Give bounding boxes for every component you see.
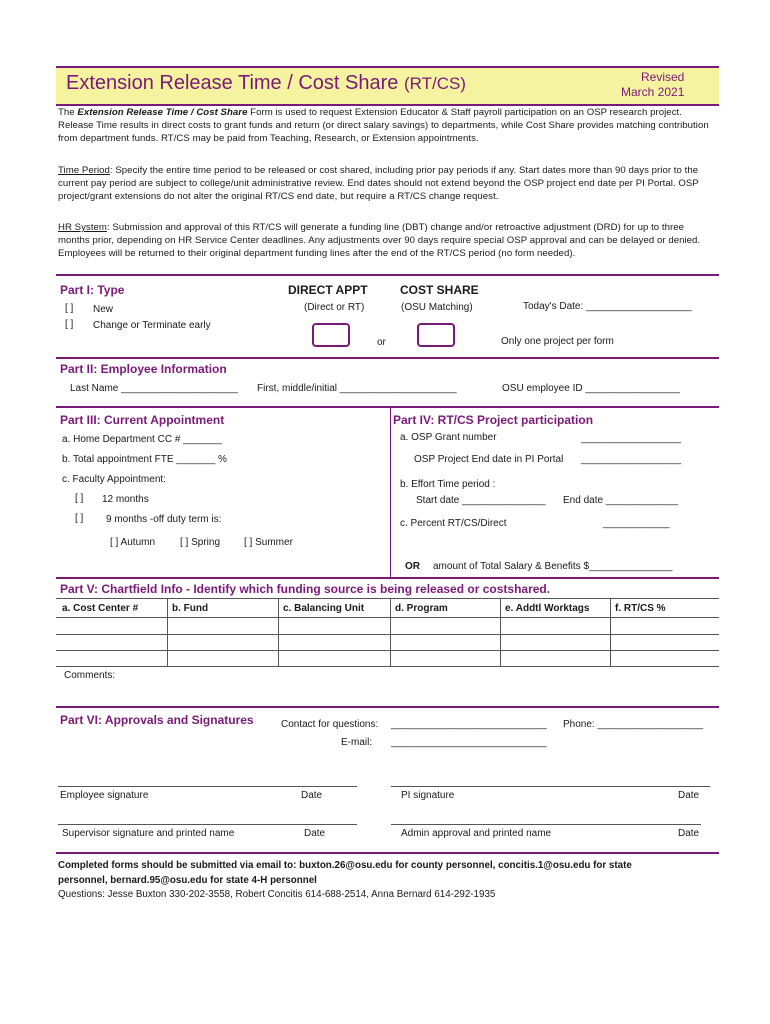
hr-system-text: : Submission and approval of this RT/CS will generate a funding line (DBT) change and/or retroactive adjustment (DRD) for up to three months prior, depending on HR Service Center deadlines. Any adjustments over 90 days require special OSP approval and can be delayed or denied. Employees will be returned to their original department funding lines after the end of the RT/CS period (no form needed). bbox=[58, 222, 701, 260]
table-col-line bbox=[500, 599, 501, 666]
part1-title: Part I: Type bbox=[60, 283, 125, 297]
faculty-appt-label: c. Faculty Appointment: bbox=[62, 474, 166, 485]
part1-rule bbox=[56, 274, 719, 276]
change-checkbox[interactable]: [ ] bbox=[65, 319, 74, 330]
footer-submit-line1: Completed forms should be submitted via email to: buxton.26@osu.edu for county personnel, concitis.1@osu.edu for state bbox=[58, 860, 632, 871]
osp-end-date-label: OSP Project End date in PI Portal bbox=[414, 454, 564, 465]
col-program: d. Program bbox=[395, 603, 448, 614]
footer-submit-line2: personnel, bernard.95@osu.edu for state 4-H personnel bbox=[58, 875, 317, 886]
table-row-line[interactable] bbox=[56, 617, 719, 618]
intro-paragraph bbox=[58, 106, 718, 146]
cost-share-box[interactable] bbox=[417, 323, 455, 347]
start-date-field[interactable]: Start date _______________ bbox=[416, 495, 546, 506]
supervisor-signature-label: Supervisor signature and printed name bbox=[62, 828, 235, 839]
months9-checkbox[interactable]: [ ] bbox=[75, 513, 84, 524]
percent-line[interactable]: ____________ bbox=[603, 518, 670, 529]
footer-questions: Questions: Jesse Buxton 330-202-3558, Robert Concitis 614-688-2514, Anna Bernard 614-292-1935 bbox=[58, 889, 496, 900]
employee-signature-label: Employee signature bbox=[60, 790, 149, 801]
form-title bbox=[66, 72, 466, 95]
first-name-field[interactable]: First, middle/initial _____________________ bbox=[257, 383, 457, 394]
or-label: or bbox=[377, 337, 386, 348]
cost-share-heading: COST SHARE bbox=[400, 283, 479, 297]
end-date-field[interactable]: End date _____________ bbox=[563, 495, 679, 506]
last-name-field[interactable]: Last Name _____________________ bbox=[70, 383, 238, 394]
summer-checkbox[interactable]: [ ] Summer bbox=[244, 537, 293, 548]
time-period-paragraph bbox=[58, 164, 718, 204]
todays-date[interactable]: Today's Date: ___________________ bbox=[523, 301, 692, 312]
email-label: E-mail: bbox=[341, 737, 373, 748]
part3-rule bbox=[56, 406, 719, 408]
col-fund: b. Fund bbox=[172, 603, 209, 614]
revised-date: March 2021 bbox=[621, 85, 685, 99]
part6-rule bbox=[56, 706, 719, 708]
table-col-line bbox=[390, 599, 391, 666]
supervisor-signature-line[interactable] bbox=[58, 824, 357, 825]
admin-signature-line[interactable] bbox=[391, 824, 701, 825]
change-label: Change or Terminate early bbox=[93, 320, 211, 331]
intro-lead: The bbox=[58, 107, 78, 118]
part3-4-divider bbox=[390, 408, 391, 578]
pi-signature-label: PI signature bbox=[401, 790, 455, 801]
contact-field[interactable]: ____________________________ bbox=[391, 719, 547, 730]
one-project-note: Only one project per form bbox=[501, 336, 614, 347]
months9-label: 9 months -off duty term is: bbox=[106, 514, 222, 525]
effort-period-label: b. Effort Time period : bbox=[400, 479, 496, 490]
time-period-text: : Specify the entire time period to be released or cost shared, including prior pay periods if any. Start dates more than 90 days prior to the current pay period are subject to college/unit administrative review. End dates should not extend beyond the OSP project end date per PI Portal. OSP project/grant extensions do not alter the original RT/CS end date, but require a RT/CS change request. bbox=[58, 165, 699, 203]
col-cost-center: a. Cost Center # bbox=[62, 603, 139, 614]
table-row-line[interactable] bbox=[56, 650, 719, 651]
part6-title: Part VI: Approvals and Signatures bbox=[60, 713, 254, 727]
cost-share-sub: (OSU Matching) bbox=[401, 302, 473, 313]
col-addtl-worktags: e. Addtl Worktags bbox=[505, 603, 590, 614]
table-row-line[interactable] bbox=[56, 666, 719, 667]
form-title-suffix: (RT/CS) bbox=[403, 74, 466, 93]
time-period-label: Time Period bbox=[58, 165, 110, 176]
admin-signature-label: Admin approval and printed name bbox=[401, 828, 552, 839]
new-checkbox[interactable]: [ ] bbox=[65, 303, 74, 314]
table-col-line bbox=[167, 599, 168, 666]
part2-title: Part II: Employee Information bbox=[60, 362, 227, 376]
autumn-checkbox[interactable]: [ ] Autumn bbox=[110, 537, 156, 548]
contact-label: Contact for questions: bbox=[281, 719, 379, 730]
or-amount-label: OR bbox=[405, 561, 420, 572]
part2-rule bbox=[56, 357, 719, 359]
spring-checkbox[interactable]: [ ] Spring bbox=[180, 537, 221, 548]
pi-signature-line[interactable] bbox=[391, 786, 710, 787]
amount-field[interactable]: amount of Total Salary & Benefits $_______________ bbox=[433, 561, 673, 572]
fte-field[interactable]: b. Total appointment FTE _______ % bbox=[62, 454, 227, 465]
intro-body: Form is used to request Extension Educator & Staff payroll participation on an OSP research project. Release Time results in direct costs to grant funds and return (or direct salary savings) to departments, while Cost Share provides matching contribution from department funds. RT/CS may be paid from Teaching, Research, or Extension appointments. bbox=[58, 107, 709, 145]
table-col-line bbox=[610, 599, 611, 666]
employee-date-label: Date bbox=[301, 790, 323, 801]
col-rtcs-percent: f. RT/CS % bbox=[615, 603, 666, 614]
pi-date-label: Date bbox=[678, 790, 700, 801]
email-field[interactable]: ____________________________ bbox=[391, 737, 547, 748]
months12-label: 12 months bbox=[102, 494, 149, 505]
chartfield-top-rule bbox=[56, 598, 719, 599]
months12-checkbox[interactable]: [ ] bbox=[75, 493, 84, 504]
footer-rule bbox=[56, 852, 719, 854]
direct-appt-heading: DIRECT APPT bbox=[288, 283, 368, 297]
table-row-line[interactable] bbox=[56, 634, 719, 635]
hr-system-label: HR System bbox=[58, 222, 107, 233]
table-col-line bbox=[278, 599, 279, 666]
comments-field[interactable]: Comments: bbox=[64, 670, 116, 681]
osp-grant-label: a. OSP Grant number bbox=[400, 432, 497, 443]
revised-label: Revised bbox=[641, 70, 685, 84]
percent-label: c. Percent RT/CS/Direct bbox=[400, 518, 507, 529]
osp-grant-line[interactable]: __________________ bbox=[581, 433, 682, 444]
osu-id-field[interactable]: OSU employee ID _________________ bbox=[502, 383, 680, 394]
phone-field[interactable]: Phone: ___________________ bbox=[563, 719, 704, 730]
col-balancing-unit: c. Balancing Unit bbox=[283, 603, 365, 614]
part4-title: Part IV: RT/CS Project participation bbox=[393, 413, 594, 427]
part3-title: Part III: Current Appointment bbox=[60, 413, 225, 427]
intro-form-name: Extension Release Time / Cost Share bbox=[77, 107, 248, 118]
new-label: New bbox=[93, 304, 114, 315]
employee-signature-line[interactable] bbox=[58, 786, 357, 787]
supervisor-date-label: Date bbox=[304, 828, 326, 839]
osp-end-date-line[interactable]: __________________ bbox=[581, 454, 682, 465]
part5-rule bbox=[56, 577, 719, 579]
direct-appt-box[interactable] bbox=[312, 323, 350, 347]
hr-system-paragraph bbox=[58, 221, 718, 261]
direct-appt-sub: (Direct or RT) bbox=[304, 302, 365, 313]
part5-title: Part V: Chartfield Info - Identify which funding source is being released or costshared. bbox=[60, 582, 551, 596]
home-dept-field[interactable]: a. Home Department CC # _______ bbox=[62, 434, 223, 445]
form-title-main: Extension Release Time / Cost Share bbox=[66, 72, 404, 94]
admin-date-label: Date bbox=[678, 828, 700, 839]
